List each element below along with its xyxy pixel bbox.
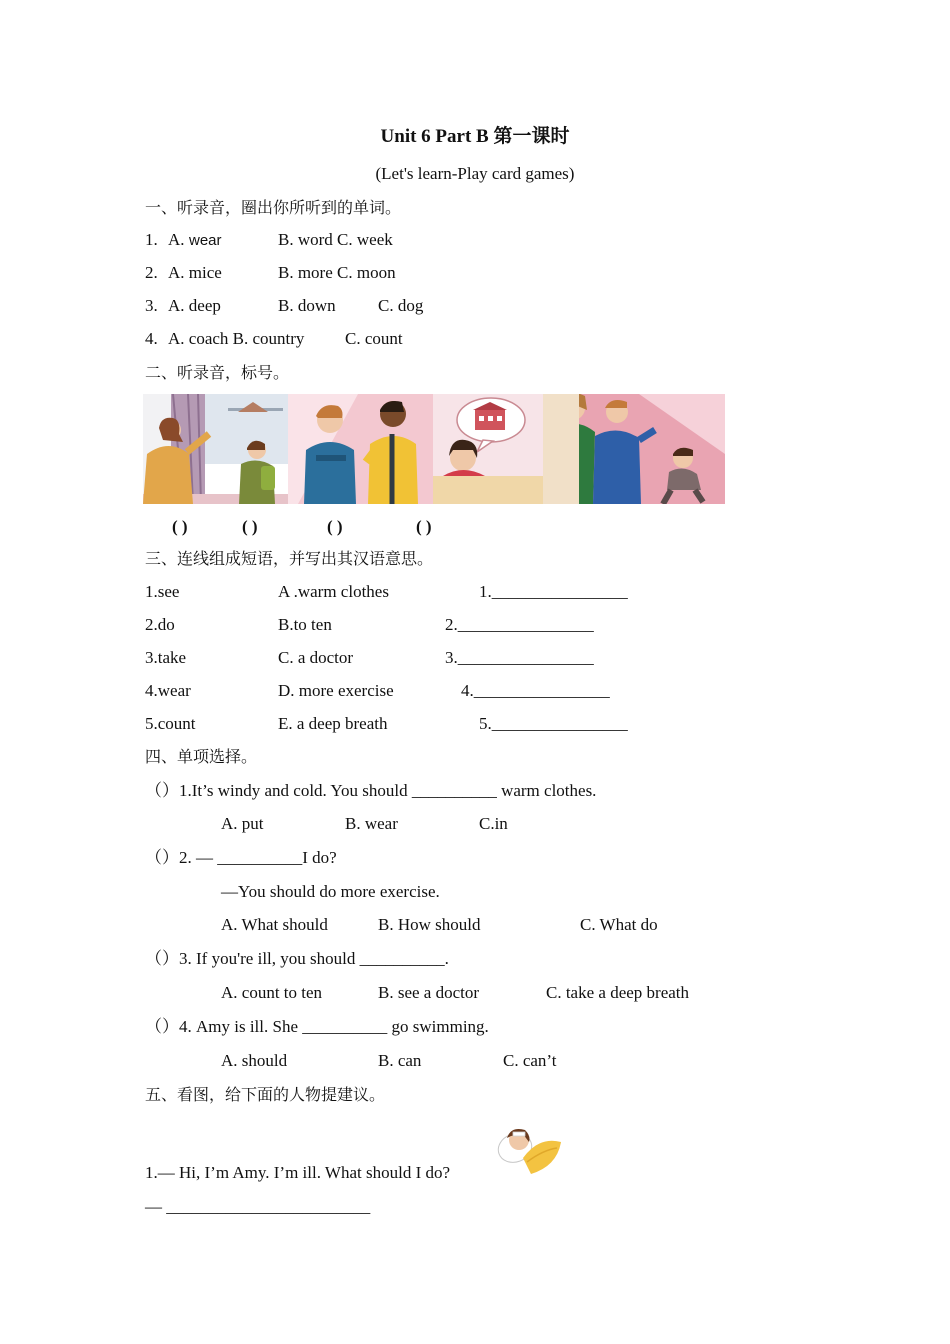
s1-q4-num: 4. xyxy=(145,329,158,348)
scene-window-mother-boy xyxy=(143,394,288,504)
match-left-4: 4.wear xyxy=(145,681,191,700)
choice-q4-c[interactable]: C. can’t xyxy=(503,1051,557,1070)
label-bracket-4: ( ) xyxy=(416,517,432,536)
s1-q4-ab: A. coach B. country xyxy=(168,329,305,348)
choice-q2-c[interactable]: C. What do xyxy=(580,915,658,934)
match-blank-4[interactable]: 4.________________ xyxy=(461,681,610,700)
scene-two-boys xyxy=(288,394,433,504)
choice-q3-text: （）3. If you're ill, you should __________. xyxy=(145,949,449,968)
choice-q1-b[interactable]: B. wear xyxy=(345,814,398,833)
label-bracket-1: ( ) xyxy=(172,517,188,536)
s1-q3-c: C. dog xyxy=(378,296,424,315)
choice-q2-b[interactable]: B. How should xyxy=(378,915,481,934)
s1-q2-bc: B. more C. moon xyxy=(278,263,396,282)
s1-q1-num: 1. xyxy=(145,230,158,249)
choice-q3-a[interactable]: A. count to ten xyxy=(221,983,323,1002)
choice-q2-reply: —You should do more exercise. xyxy=(221,882,440,901)
match-blank-1[interactable]: 1.________________ xyxy=(479,582,628,601)
page-subtitle: (Let's learn-Play card games) xyxy=(375,164,575,183)
s1-q1-a-letter: A. xyxy=(168,230,185,249)
match-middle-2: B.to ten xyxy=(278,615,332,634)
choice-q1-a[interactable]: A. put xyxy=(221,814,264,833)
label-bracket-3: ( ) xyxy=(327,517,343,536)
label-bracket-2: ( ) xyxy=(242,517,258,536)
match-middle-5: E. a deep breath xyxy=(278,714,388,733)
choice-q3-c[interactable]: C. take a deep breath xyxy=(546,983,690,1002)
section-1-heading: 一、听录音，圈出你所听到的单词。 xyxy=(145,198,402,217)
match-middle-4: D. more exercise xyxy=(278,681,394,700)
match-left-5: 5.count xyxy=(145,714,196,733)
page-title: Unit 6 Part B 第一课时 xyxy=(380,126,570,147)
section-3-heading: 三、连线组成短语，并写出其汉语意思。 xyxy=(145,549,434,568)
s1-q3-num: 3. xyxy=(145,296,158,315)
match-left-1: 1.see xyxy=(145,582,180,601)
s1-q3-b: B. down xyxy=(278,296,336,315)
choice-q4-b[interactable]: B. can xyxy=(378,1051,422,1070)
scene-teacher-man-boy xyxy=(579,394,725,504)
match-middle-1: A .warm clothes xyxy=(278,582,389,601)
match-blank-5[interactable]: 5.________________ xyxy=(479,714,628,733)
match-middle-3: C. a doctor xyxy=(278,648,354,667)
match-left-3: 3.take xyxy=(145,648,187,667)
sick-girl-in-bed-picture xyxy=(495,1118,563,1178)
match-left-2: 2.do xyxy=(145,615,175,634)
choice-q4-a[interactable]: A. should xyxy=(221,1051,288,1070)
s1-q2-num: 2. xyxy=(145,263,158,282)
choice-q2-a[interactable]: A. What should xyxy=(221,915,328,934)
s1-q2-a: A. mice xyxy=(168,263,222,282)
choice-q3-b[interactable]: B. see a doctor xyxy=(378,983,480,1002)
s1-q4-c: C. count xyxy=(345,329,403,348)
match-blank-2[interactable]: 2.________________ xyxy=(445,615,594,634)
choice-q1-text: （）1.It’s windy and cold. You should __________ warm clothes. xyxy=(145,781,597,800)
s1-q3-a: A. deep xyxy=(168,296,221,315)
scene-girl-at-desk xyxy=(433,394,579,504)
choice-q2-text: （）2. — __________I do? xyxy=(145,848,337,867)
advice-q1-answer[interactable]: — ________________________ xyxy=(145,1197,371,1216)
section-5-heading: 五、看图，给下面的人物提建议。 xyxy=(145,1085,386,1104)
match-blank-3[interactable]: 3.________________ xyxy=(445,648,594,667)
advice-q1-text: 1.— Hi, I’m Amy. I’m ill. What should I do? xyxy=(145,1163,451,1182)
s1-q1-bc: B. word C. week xyxy=(278,230,393,249)
choice-q1-c[interactable]: C.in xyxy=(479,814,508,833)
section-4-heading: 四、单项选择。 xyxy=(145,747,258,766)
s1-q1-a-word: wear xyxy=(189,232,222,249)
choice-q4-text: （）4. Amy is ill. She __________ go swimming. xyxy=(145,1017,489,1036)
section-2-heading: 二、听录音，标号。 xyxy=(145,363,290,382)
picture-strip xyxy=(143,394,725,504)
